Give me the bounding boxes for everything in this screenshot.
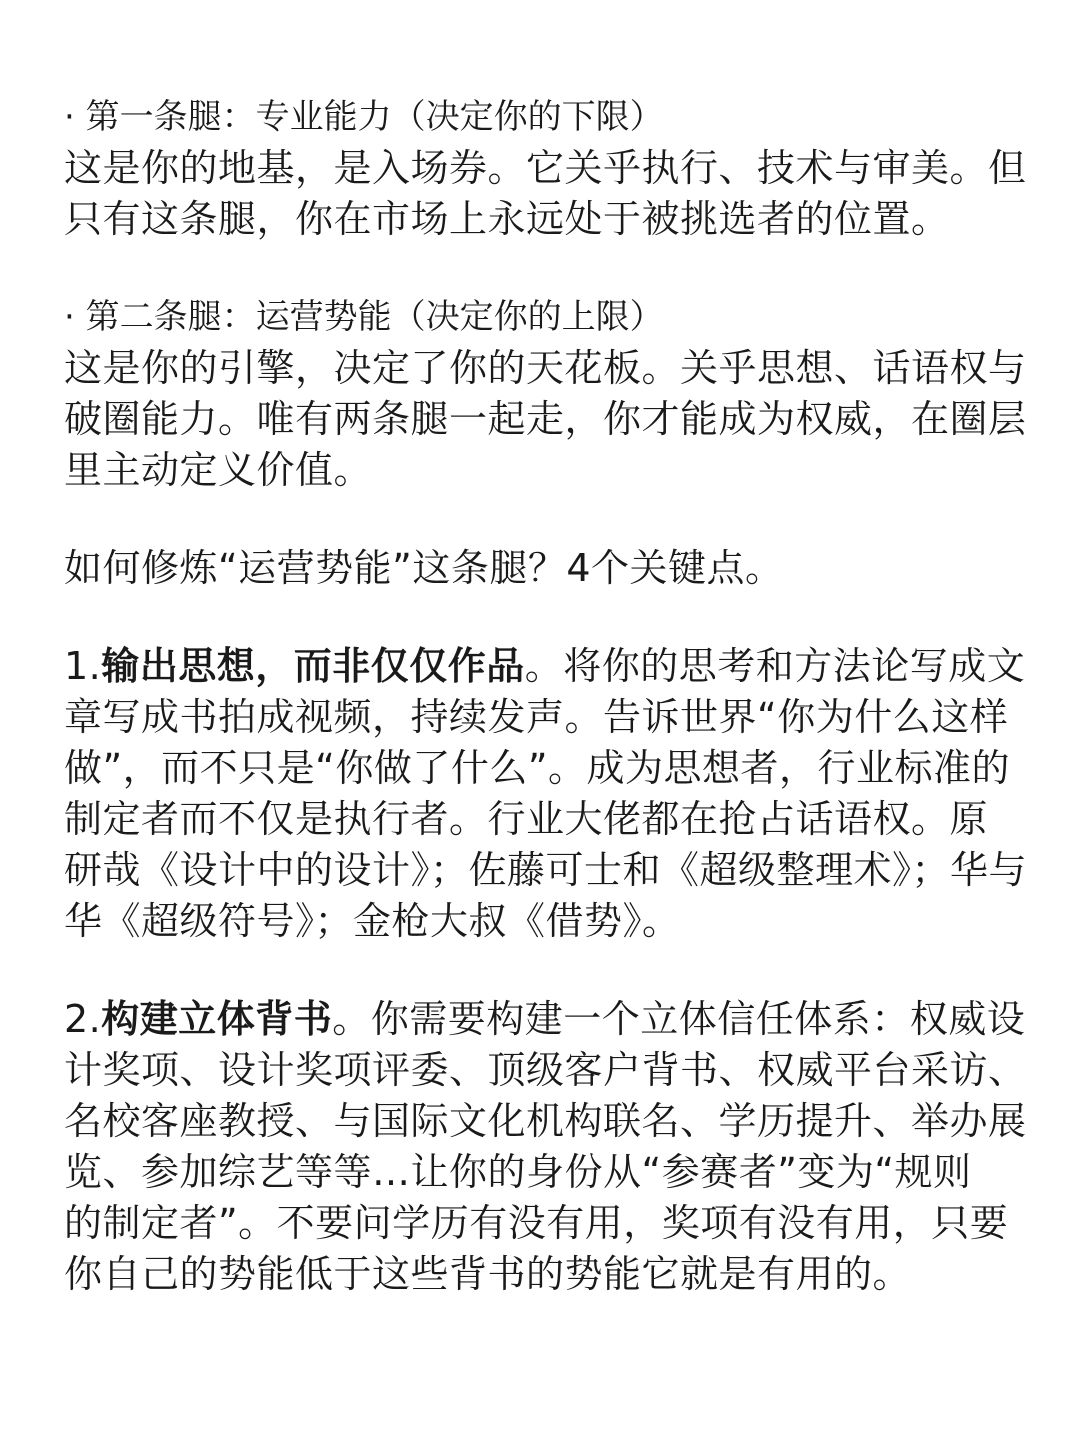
leg-one-line: 只有这条腿，你在市场上永远处于被挑选者的位置。 xyxy=(64,197,950,241)
leg-one-line: 这是你的地基，是入场券。它关乎执行、技术与审美。但 xyxy=(64,146,1027,190)
leg-two-line: 破圈能力。唯有两条腿一起走，你才能成为权威，在圈层 xyxy=(64,397,1027,441)
leg-two-line: 这是你的引擎，决定了你的天花板。关乎思想、话语权与 xyxy=(64,346,1027,390)
point-one-line: 华《超级符号》；金枪大叔《借势》。 xyxy=(64,899,681,943)
leg-one-section xyxy=(64,92,1027,245)
point-two-section xyxy=(64,994,1027,1300)
point-two-line: 名校客座教授、与国际文化机构联名、学历提升、举办展 xyxy=(64,1099,1027,1143)
point-one-line: 章写成书拍成视频，持续发声。告诉世界“你为什么这样 xyxy=(64,695,1009,739)
point-one-first-line xyxy=(64,641,1024,692)
point-one-line: 制定者而不仅是执行者。行业大佬都在抢占话语权。原 xyxy=(64,797,989,841)
point-one-line: 研哉《设计中的设计》；佐藤可士和《超级整理术》；华与 xyxy=(64,848,1028,892)
point-one-line: 做”，而不只是“你做了什么”。成为思想者，行业标准的 xyxy=(64,746,1011,790)
point-two-number: 2. xyxy=(64,997,102,1041)
leg-one-title: · 第一条腿：专业能力（决定你的下限） xyxy=(64,97,664,137)
leg-two-line: 里主动定义价值。 xyxy=(64,448,373,492)
leg-two-section xyxy=(64,292,1027,496)
point-two-line: 的制定者”。不要问学历有没有用，奖项有没有用，只要 xyxy=(64,1201,1009,1245)
point-one-number: 1. xyxy=(64,644,102,688)
point-two-line: 计奖项、设计奖项评委、顶级客户背书、权威平台采访、 xyxy=(64,1048,1027,1092)
article-body xyxy=(64,92,1028,1300)
leg-two-title: · 第二条腿：运营势能（决定你的上限） xyxy=(64,297,664,337)
point-one-heading: 输出思想，而非仅仅作品 xyxy=(101,644,525,688)
point-two-first-rest: 。你需要构建一个立体信任体系：权威设 xyxy=(332,997,1026,1041)
point-two-line: 览、参加综艺等等…让你的身份从“参赛者”变为“规则 xyxy=(64,1150,972,1194)
point-two-heading: 构建立体背书 xyxy=(101,997,333,1041)
key-points-question: 如何修炼“运营势能”这条腿？4个关键点。 xyxy=(64,546,784,590)
point-two-line: 你自己的势能低于这些背书的势能它就是有用的。 xyxy=(64,1252,912,1296)
point-one-section xyxy=(64,641,1028,947)
point-two-first-line xyxy=(64,994,1024,1045)
point-one-first-rest: 。将你的思考和方法论写成文 xyxy=(524,644,1026,688)
